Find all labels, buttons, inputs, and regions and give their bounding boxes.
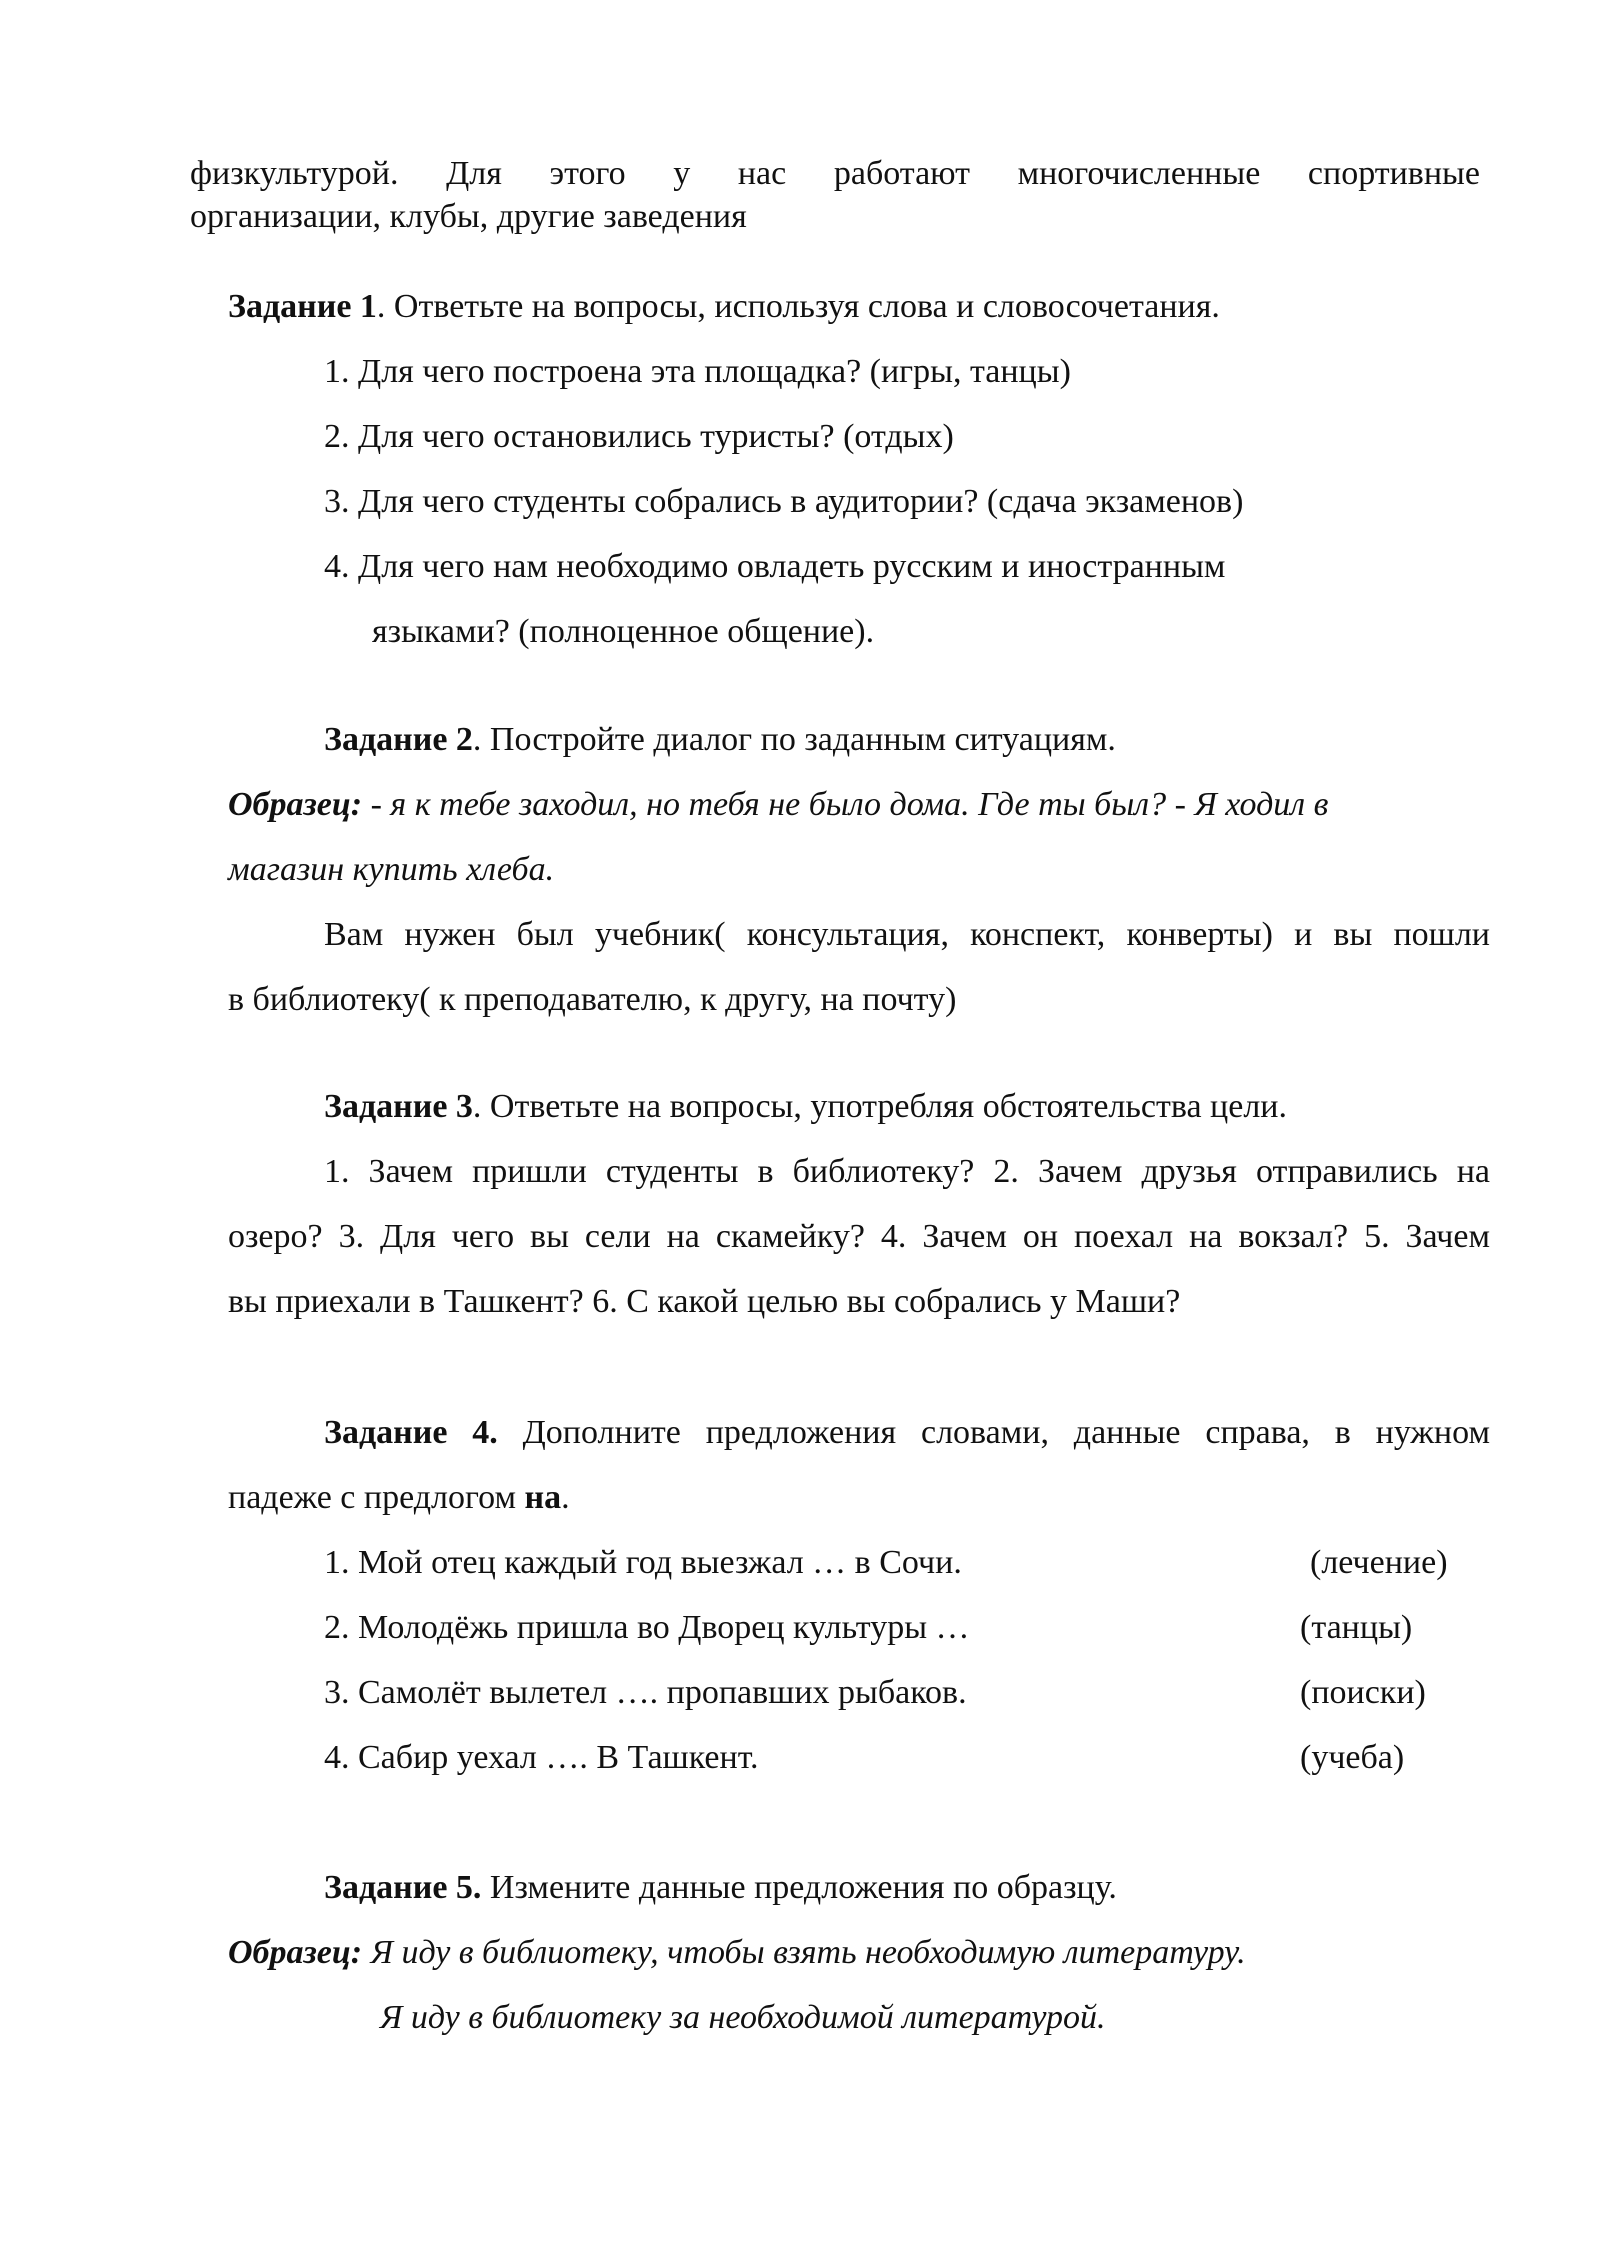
task-3-instruction: . Ответьте на вопросы, употребляя обстоятельства цели. bbox=[472, 1088, 1287, 1125]
task-4-row-4-hint: (учеба) bbox=[1300, 1739, 1405, 1776]
task-4-row-1-question: 1. Мой отец каждый год выезжал … в Сочи. bbox=[324, 1544, 962, 1581]
task-5-sample-label: Образец: bbox=[228, 1934, 363, 1971]
task-2-sample-label: Образец: bbox=[228, 786, 363, 823]
task-2-sample-line-2: магазин купить хлеба. bbox=[228, 851, 555, 888]
task-1-item-3: 3. Для чего студенты собрались в аудитории? (сдача экзаменов) bbox=[324, 483, 1244, 520]
task-3-line-1: 1. Зачем пришли студенты в библиотеку? 2. Зачем друзья отправились на bbox=[324, 1153, 1490, 1190]
task-1-instruction: . Ответьте на вопросы, используя слова и словосочетания. bbox=[376, 288, 1220, 325]
task-1 bbox=[228, 274, 1490, 664]
task-3-label: Задание 3 bbox=[324, 1088, 473, 1125]
task-4-row-2-question: 2. Молодёжь пришла во Дворец культуры … bbox=[324, 1609, 970, 1646]
task-1-label: Задание 1 bbox=[228, 288, 377, 325]
task-1-item-2: 2. Для чего остановились туристы? (отдых) bbox=[324, 418, 954, 455]
task-4-label: Задание 4. bbox=[324, 1414, 498, 1451]
task-3-line-3: вы приехали в Ташкент? 6. С какой целью вы собрались у Маши? bbox=[228, 1283, 1181, 1320]
task-1-item-1: 1. Для чего построена эта площадка? (игры, танцы) bbox=[324, 353, 1071, 390]
task-4-heading bbox=[228, 1400, 1490, 1465]
intro-paragraph bbox=[190, 152, 1480, 238]
task-4-instruction-2c: . bbox=[561, 1479, 570, 1516]
task-5-sample-line-1 bbox=[228, 1920, 1490, 1985]
task-5-instruction: Измените данные предложения по образцу. bbox=[481, 1869, 1117, 1906]
intro-line-2: организации, клубы, другие заведения bbox=[190, 198, 747, 235]
task-5-sample-line-2: Я иду в библиотеку за необходимой литературой. bbox=[380, 1999, 1106, 2036]
task-3 bbox=[228, 1074, 1490, 1334]
task-2-body-line-1: Вам нужен был учебник( консультация, конспект, конверты) и вы пошли bbox=[324, 916, 1490, 953]
task-4-row-3-hint: (поиски) bbox=[1300, 1674, 1426, 1711]
task-1-item-4: 4. Для чего нам необходимо овладеть русским и иностранным bbox=[324, 548, 1226, 585]
task-2-sample-text-1: - я к тебе заходил, но тебя не было дома. Где ты был? - Я ходил в bbox=[362, 786, 1329, 823]
task-4-row-4-question: 4. Сабир уехал …. В Ташкент. bbox=[324, 1739, 759, 1776]
task-2-label: Задание 2 bbox=[324, 721, 473, 758]
task-2-instruction: . Постройте диалог по заданным ситуациям. bbox=[472, 721, 1116, 758]
intro-line-1: физкультурой. Для этого у нас работают многочисленные спортивные bbox=[190, 155, 1480, 192]
task-4-row-1-hint: (лечение) bbox=[1310, 1544, 1448, 1581]
task-2-body-line-2: в библиотеку( к преподавателю, к другу, на почту) bbox=[228, 981, 957, 1018]
task-4-row-4 bbox=[228, 1725, 1490, 1790]
task-4-row-3-question: 3. Самолёт вылетел …. пропавших рыбаков. bbox=[324, 1674, 967, 1711]
task-3-heading bbox=[228, 1074, 1490, 1139]
task-1-item-4-continued: языками? (полноценное общение). bbox=[372, 613, 875, 650]
task-5 bbox=[228, 1855, 1490, 2050]
task-2 bbox=[228, 707, 1490, 1032]
task-4 bbox=[228, 1400, 1490, 1790]
task-4-row-3 bbox=[228, 1660, 1490, 1725]
task-5-heading bbox=[228, 1855, 1490, 1920]
task-4-row-1 bbox=[228, 1530, 1490, 1595]
task-4-instruction-2a: падеже с предлогом bbox=[228, 1479, 525, 1516]
task-4-instruction-line-2 bbox=[228, 1465, 1490, 1530]
task-1-heading bbox=[228, 274, 1490, 339]
task-4-preposition: на bbox=[524, 1479, 562, 1516]
task-2-sample-line-1 bbox=[228, 772, 1490, 837]
task-3-line-2: озеро? 3. Для чего вы сели на скамейку? 4. Зачем он поехал на вокзал? 5. Зачем bbox=[228, 1218, 1490, 1255]
task-5-label: Задание 5. bbox=[324, 1869, 482, 1906]
task-5-sample-text: Я иду в библиотеку, чтобы взять необходимую литературу. bbox=[362, 1934, 1246, 1971]
task-2-heading bbox=[228, 707, 1490, 772]
task-4-row-2-hint: (танцы) bbox=[1300, 1609, 1413, 1646]
task-4-row-2 bbox=[228, 1595, 1490, 1660]
task-4-instruction-1: Дополните предложения словами, данные справа, в нужном bbox=[497, 1414, 1490, 1451]
